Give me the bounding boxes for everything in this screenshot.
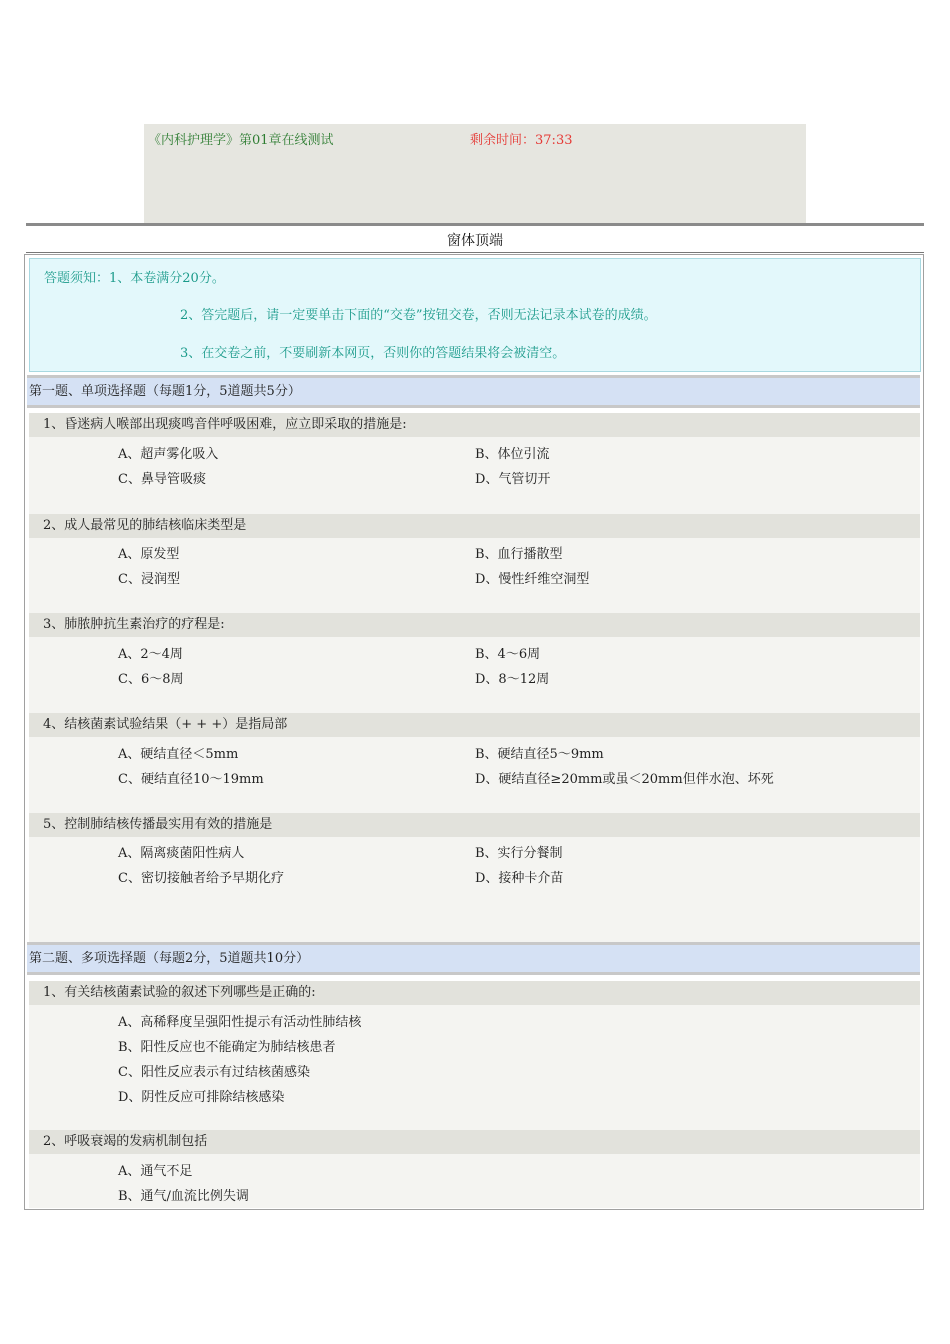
question-title (29, 1130, 920, 1154)
option-d[interactable]: D、接种卡介苗 (475, 871, 564, 886)
question-text: 1、昏迷病人喉部出现痰鸣音伴呼吸困难，应立即采取的措施是: (43, 417, 407, 432)
question-text: 1、有关结核菌素试验的叙述下列哪些是正确的: (43, 985, 316, 1000)
question-title (29, 413, 920, 437)
option-d[interactable]: D、硬结直径≥20mm或虽＜20mm但伴水泡、坏死 (475, 772, 774, 787)
remaining-time-label: 剩余时间： (470, 133, 536, 148)
question-text: 5、控制肺结核传播最实用有效的措施是 (43, 817, 273, 832)
question-options (29, 837, 920, 942)
question-options (29, 538, 920, 613)
question-options (29, 737, 920, 813)
option-c[interactable]: C、6～8周 (118, 672, 184, 687)
option-d[interactable]: D、慢性纤维空洞型 (475, 572, 590, 587)
question-title (29, 613, 920, 637)
question-options (29, 1154, 920, 1208)
form-top-label: 窗体顶端 (447, 233, 503, 249)
question-title (29, 981, 920, 1005)
question-text: 2、呼吸衰竭的发病机制包括 (43, 1134, 208, 1149)
option-c[interactable]: C、浸润型 (118, 572, 180, 587)
option-a[interactable]: A、硬结直径＜5mm (118, 747, 239, 762)
question-title (29, 713, 920, 737)
option-b[interactable]: B、体位引流 (475, 447, 550, 462)
option-b[interactable]: B、硬结直径5～9mm (475, 747, 604, 762)
option-a[interactable]: A、原发型 (118, 547, 180, 562)
section-multiple-choice-header: 第二题、多项选择题（每题2分，5道题共10分） (27, 942, 920, 975)
test-header-panel (144, 124, 806, 223)
remaining-time (470, 129, 572, 148)
option-c[interactable]: C、阳性反应表示有过结核菌感染 (118, 1065, 310, 1080)
instruction-line-1: 答题须知：1、本卷满分20分。 (44, 271, 225, 286)
option-a[interactable]: A、2～4周 (118, 647, 183, 662)
divider (26, 252, 924, 253)
question-options (29, 1005, 920, 1130)
option-b[interactable]: B、通气/血流比例失调 (118, 1189, 249, 1204)
question-text: 3、肺脓肿抗生素治疗的疗程是: (43, 617, 225, 632)
question-options (29, 437, 920, 514)
remaining-time-value: 37:33 (535, 133, 573, 148)
question-text: 4、结核菌素试验结果（+ + +）是指局部 (43, 717, 288, 732)
option-a[interactable]: A、高稀释度呈强阳性提示有活动性肺结核 (118, 1015, 362, 1030)
question-options (29, 637, 920, 713)
option-a[interactable]: A、通气不足 (118, 1164, 193, 1179)
option-d[interactable]: D、气管切开 (475, 472, 551, 487)
section-single-choice-header: 第一题、单项选择题（每题1分，5道题共5分） (27, 375, 920, 408)
option-b[interactable]: B、阳性反应也不能确定为肺结核患者 (118, 1040, 336, 1055)
instruction-line-2: 2、答完题后，请一定要单击下面的“交卷”按钮交卷，否则无法记录本试卷的成绩。 (180, 308, 657, 323)
instruction-line-3: 3、在交卷之前，不要刷新本网页，否则你的答题结果将会被清空。 (180, 346, 566, 361)
option-b[interactable]: B、实行分餐制 (475, 846, 563, 861)
option-a[interactable]: A、超声雾化吸入 (118, 447, 219, 462)
option-d[interactable]: D、8～12周 (475, 672, 550, 687)
option-d[interactable]: D、阴性反应可排除结核感染 (118, 1090, 285, 1105)
option-b[interactable]: B、血行播散型 (475, 547, 563, 562)
question-title (29, 514, 920, 538)
option-c[interactable]: C、硬结直径10～19mm (118, 772, 264, 787)
test-title: 《内科护理学》第01章在线测试 (148, 133, 334, 148)
question-text: 2、成人最常见的肺结核临床类型是 (43, 518, 247, 533)
divider (26, 223, 924, 226)
question-title (29, 813, 920, 837)
option-c[interactable]: C、鼻导管吸痰 (118, 472, 206, 487)
option-c[interactable]: C、密切接触者给予早期化疗 (118, 871, 284, 886)
option-a[interactable]: A、隔离痰菌阳性病人 (118, 846, 245, 861)
option-b[interactable]: B、4～6周 (475, 647, 541, 662)
answer-instructions (29, 258, 921, 372)
